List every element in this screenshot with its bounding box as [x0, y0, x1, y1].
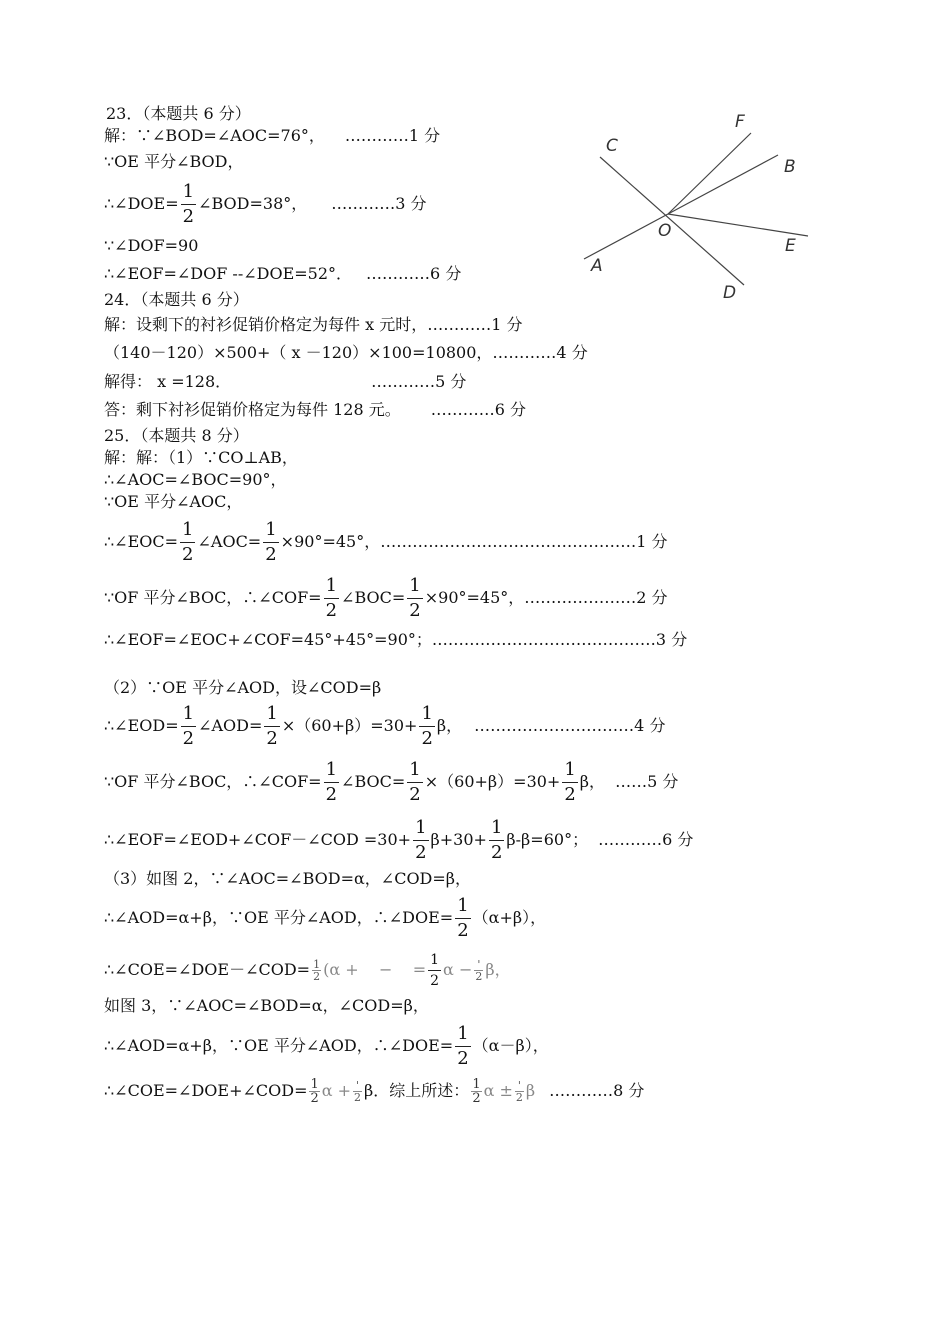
q23-line1: 解：∵∠BOD=∠AOC=76°， …………1 分: [104, 126, 441, 145]
q25-line2: ∴∠AOC=∠BOC=90°，: [104, 470, 287, 489]
q23-line2: ∵OE 平分∠BOD，: [104, 152, 244, 171]
q25-part2-line4: ∴∠EOF=∠EOD+∠COF－∠COD =30+ $\frac{1}{2}$ β+30+ $\frac{1}{2}$ β-β=60°； …………6 分: [104, 817, 694, 863]
label-F: F: [735, 112, 745, 132]
q25-part3-line1: （3）如图 2，∵∠AOC=∠BOD=α，∠COD=β，: [104, 869, 472, 888]
q23-line3: ∴∠DOE= $\frac{1}{2}$ ∠BOD=38°， …………3 分: [104, 181, 427, 227]
line-CD: [600, 157, 744, 285]
q25-part3-line5: ∴∠AOD=α+β，∵OE 平分∠AOD，∴∠DOE= $\frac{1}{2}$ （α－β），: [104, 1023, 549, 1069]
q24-line2: （140－120）×500+（ x －120）×100=10800，…………4 分: [104, 343, 588, 362]
label-A: A: [591, 256, 603, 276]
q24-line1: 解：设剩下的衬衫促销价格定为每件 x 元时，…………1 分: [104, 315, 523, 334]
q25-part2-line1: （2）∵OE 平分∠AOD，设∠COD=β: [104, 678, 382, 697]
label-C: C: [606, 136, 618, 156]
label-O: O: [658, 221, 672, 241]
q25-line4: ∴∠EOC= $\frac{1}{2}$ ∠AOC= $\frac{1}{2}$ ×90°=45°，…………………………………………1 分: [104, 519, 668, 565]
q25-part3-line3: ∴∠COE=∠DOE－∠COD= $\frac{1}{2}$ (α + − = $\frac{1}{2}$ α − $\frac{'}{2}$ β，: [104, 952, 511, 989]
q25-line1: 解：解：（1）∵CO⊥AB，: [104, 448, 298, 467]
q23-line5: ∴∠EOF=∠DOF --∠DOE=52°． …………6 分: [104, 264, 462, 283]
label-E: E: [785, 236, 796, 256]
ray-OE: [668, 214, 808, 236]
q25-part3-line4: 如图 3，∵∠AOC=∠BOD=α，∠COD=β，: [104, 996, 429, 1015]
q23-line4: ∵∠DOF=90: [104, 236, 199, 255]
q25-part3-line2: ∴∠AOD=α+β，∵OE 平分∠AOD，∴∠DOE= $\frac{1}{2}$ （α+β），: [104, 895, 547, 941]
q25-part2-line3: ∵OF 平分∠BOC，∴∠COF= $\frac{1}{2}$ ∠BOC= $\frac{1}{2}$ ×（60+β）=30+ $\frac{1}{2}$ β， ……5 分: [104, 759, 679, 805]
q25-line3: ∵OE 平分∠AOC，: [104, 492, 243, 511]
q25-header: 25．（本题共 8 分）: [104, 426, 249, 445]
q25-part2-line2: ∴∠EOD= $\frac{1}{2}$ ∠AOD= $\frac{1}{2}$ ×（60+β）=30+ $\frac{1}{2}$ β， …………………………4 分: [104, 703, 666, 749]
q25-part3-line6: ∴∠COE=∠DOE+∠COD= $\frac{1}{2}$ α + $\frac{'}{2}$ β．综上所述： $\frac{1}{2}$ α ± $\frac{'}{2}$ β …………8 分: [104, 1077, 645, 1106]
line-AO: [584, 214, 668, 259]
q25-line6: ∴∠EOF=∠EOC+∠COF=45°+45°=90°；……………………………………3 分: [104, 630, 688, 649]
label-D: D: [723, 283, 737, 303]
q23-header: 23．（本题共 6 分）: [106, 104, 251, 123]
q24-line4: 答：剩下衬衫促销价格定为每件 128 元。 …………6 分: [104, 400, 526, 419]
label-B: B: [784, 157, 796, 177]
q24-header: 24．（本题共 6 分）: [104, 290, 249, 309]
ray-OB: [668, 155, 778, 214]
q24-line3: 解得： x =128． …………5 分: [104, 372, 467, 391]
angle-figure: [578, 105, 818, 305]
q25-line5: ∵OF 平分∠BOC，∴∠COF= $\frac{1}{2}$ ∠BOC= $\frac{1}{2}$ ×90°=45°，…………………2 分: [104, 575, 668, 621]
ray-OF: [668, 133, 751, 214]
